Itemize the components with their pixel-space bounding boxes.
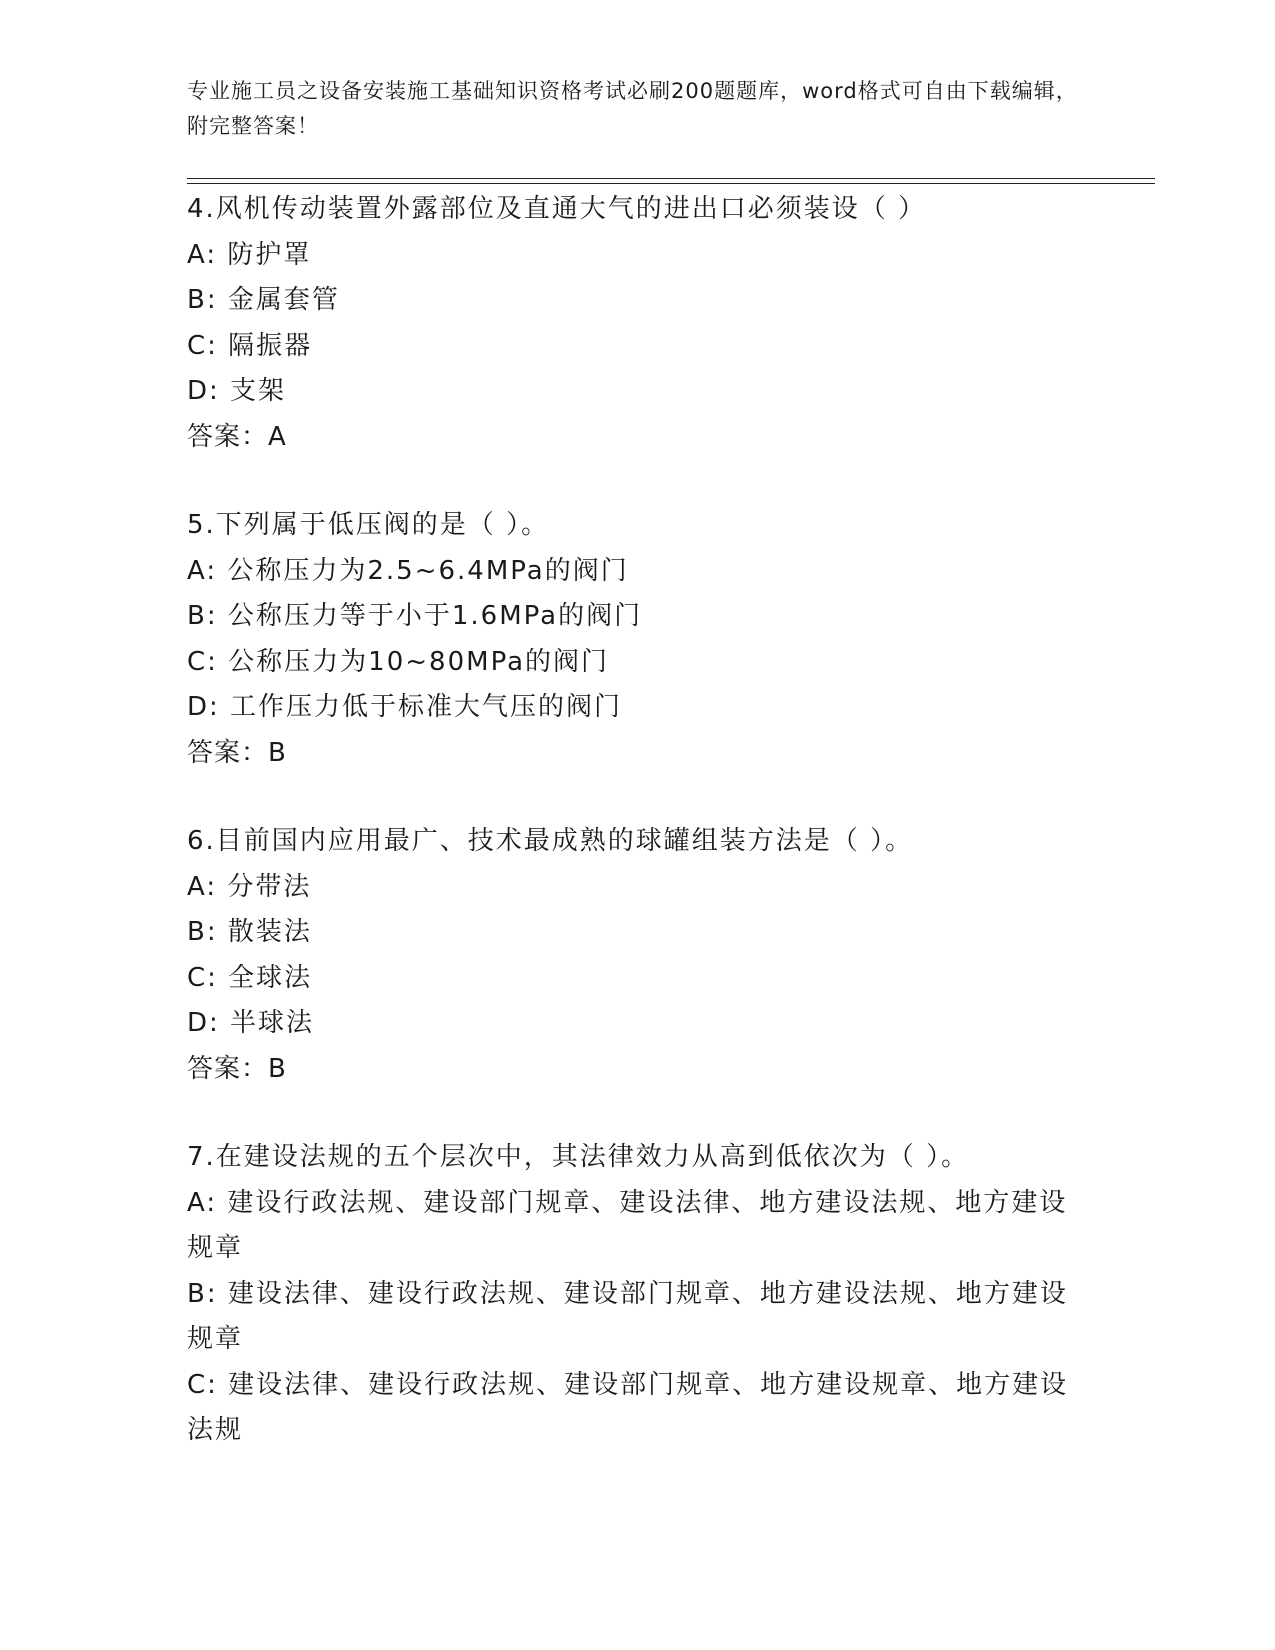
option-a: A: 建设行政法规、建设部门规章、建设法律、地方建设法规、地方建设规章	[187, 1187, 1068, 1263]
option-c: C: 全球法	[187, 962, 313, 993]
question-list	[187, 187, 1087, 1497]
answer-label: 答案：A	[187, 421, 287, 452]
question-item	[187, 503, 1087, 776]
header-divider-bottom	[187, 183, 1155, 184]
option-a: A: 公称压力为2.5~6.4MPa的阀门	[187, 555, 629, 586]
question-stem: 6.目前国内应用最广、技术最成熟的球罐组装方法是（ ）。	[187, 826, 914, 856]
option-d: D: 工作压力低于标准大气压的阀门	[187, 692, 623, 722]
document-header: 专业施工员之设备安装施工基础知识资格考试必刷200题题库，word格式可自由下载编辑，附完整答案！	[187, 79, 1078, 138]
answer-label: 答案：B	[187, 737, 287, 768]
option-a: A: 分带法	[187, 871, 312, 902]
option-b: B: 公称压力等于小于1.6MPa的阀门	[187, 601, 643, 631]
answer-label: 答案：B	[187, 1053, 287, 1084]
question-item	[187, 1135, 1087, 1454]
option-a: A: 防护罩	[187, 239, 312, 270]
question-item	[187, 187, 1087, 460]
option-b: B: 散装法	[187, 917, 312, 947]
option-c: C: 建设法律、建设行政法规、建设部门规章、地方建设规章、地方建设法规	[187, 1369, 1069, 1445]
option-d: D: 半球法	[187, 1008, 315, 1038]
question-stem: 4.风机传动装置外露部位及直通大气的进出口必须装设（ ）	[187, 194, 927, 224]
question-item	[187, 819, 1087, 1092]
option-b: B: 金属套管	[187, 285, 340, 315]
option-c: C: 公称压力为10~80MPa的阀门	[187, 646, 610, 677]
option-c: C: 隔振器	[187, 330, 313, 361]
question-stem: 7.在建设法规的五个层次中，其法律效力从高到低依次为（ ）。	[187, 1142, 970, 1172]
option-b: B: 建设法律、建设行政法规、建设部门规章、地方建设法规、地方建设规章	[187, 1278, 1068, 1354]
question-stem: 5.下列属于低压阀的是（ ）。	[187, 510, 550, 540]
header-divider-top	[187, 178, 1155, 179]
option-d: D: 支架	[187, 376, 287, 406]
